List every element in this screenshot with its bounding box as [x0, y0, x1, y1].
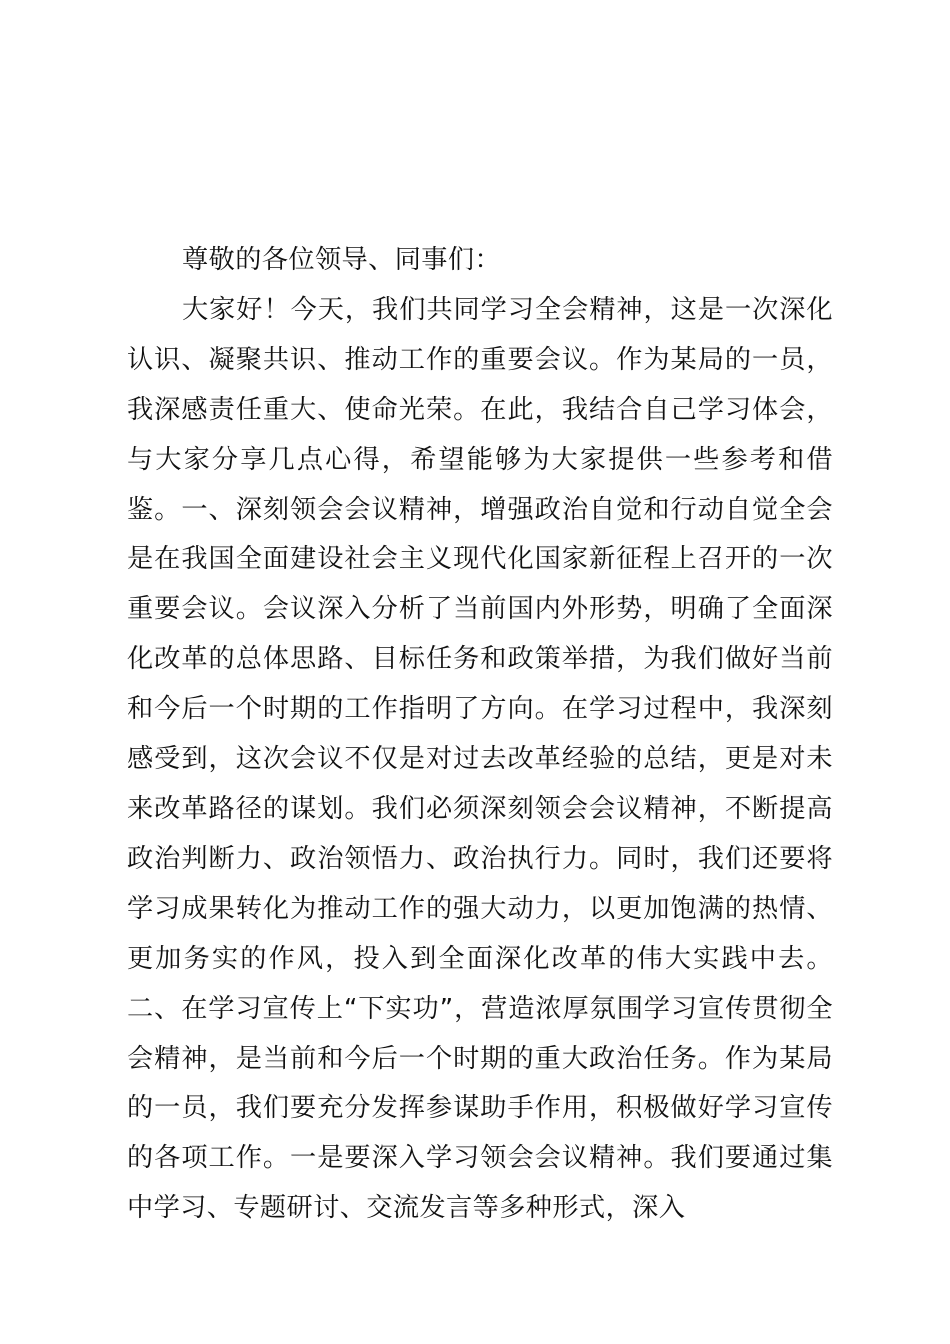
- salutation: 尊敬的各位领导、同事们：: [182, 245, 502, 275]
- body-paragraph: 大家好！今天，我们共同学习全会精神，这是一次深化认识、凝聚共识、推动工作的重要会议。作为某局的一员，我深感责任重大、使命光荣。在此，我结合自己学习体会，与大家分享几点心得，希望能够为大家提供一些参考和借鉴。一、深刻领会会议精神，增强政治自觉和行动自觉全会是在我国全面建设社会主义现代化国家新征程上召开的一次重要会议。会议深入分析了当前国内外形势，明确了全面深化改革的总体思路、目标任务和政策举措，为我们做好当前和今后一个时期的工作指明了方向。在学习过程中，我深刻感受到，这次会议不仅是对过去改革经验的总结，更是对未来改革路径的谋划。我们必须深刻领会会议精神，不断提高政治判断力、政治领悟力、政治执行力。同时，我们还要将学习成果转化为推动工作的强大动力，以更加饱满的热情、更加务实的作风，投入到全面深化改革的伟大实践中去。二、在学习宣传上“下实功”，营造浓厚氛围学习宣传贯彻全会精神，是当前和今后一个时期的重大政治任务。作为某局的一员，我们要充分发挥参谋助手作用，积极做好学习宣传的各项工作。一是要深入学习领会会议精神。我们要通过集中学习、专题研讨、交流发言等多种形式，深入: [127, 294, 833, 1224]
- document-body: [127, 236, 833, 1234]
